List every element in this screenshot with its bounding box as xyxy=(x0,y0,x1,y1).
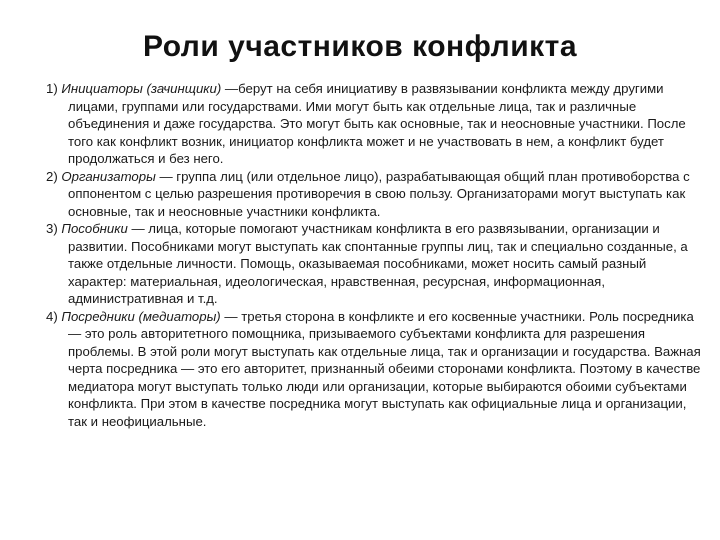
slide-title: Роли участников конфликта xyxy=(142,30,578,63)
role-paragraph-initiators xyxy=(46,80,706,168)
role-number: 4) xyxy=(46,308,62,324)
role-description: — группа лиц (или отдельное лицо), разрабатывающая общий план противоборства с оппонентом с целью разрешения противоречия в свою пользу. Организаторами могут выступать как основные, так и неосновные участники конфликта. xyxy=(68,168,690,219)
role-paragraph-organizers xyxy=(46,168,706,221)
role-term: Пособники xyxy=(61,221,128,236)
role-term: Организаторы xyxy=(61,168,156,184)
role-number: 1) xyxy=(46,81,62,96)
role-description: — третья сторона в конфликте и его косвенные участники. Роль посредника — это роль авторитетного помощника, призываемого субъектами конфликта для разрешения проблемы. В этой роли могут выступать как отдельные лица, так и организации и государства. Важная черта посредника — это его авторитет, признанный обеими сторонами конфликта. Поэтому в качестве медиатора могут выступать только люди или организации, которые выбираются обоими субъектами конфликта. При этом в качестве посредника могут выступать как официальные лица и организации, так и неофициальные. xyxy=(68,308,701,429)
role-term: Инициаторы (зачинщики) xyxy=(61,81,222,96)
role-description: — лица, которые помогают участникам конфликта в его развязывании, организации и развитии. Пособниками могут выступать как спонтанные группы лиц, так и специально созданные, а также отдельные личности. Помощь, оказываемая пособниками, может носить самый разный характер: материальная, идеологическая, нравственная, ресурсная, информационная, административная и т.д. xyxy=(68,221,688,306)
role-paragraph-accomplices xyxy=(46,220,706,308)
slide-body xyxy=(46,80,706,430)
role-number: 3) xyxy=(46,221,62,236)
role-number: 2) xyxy=(46,168,62,184)
role-description: —берут на себя инициативу в развязывании конфликта между другими лицами, группами или государствами. Ими могут быть как отдельные лица, так и различные объединения и даже государства. Это могут быть как основные, так и неосновные участники. После того как конфликт возник, инициатор конфликта может и не участвовать в нем, а конфликт будет продолжаться и без него. xyxy=(68,81,686,166)
role-paragraph-mediators xyxy=(46,308,706,431)
role-term: Посредники (медиаторы) xyxy=(61,308,221,324)
